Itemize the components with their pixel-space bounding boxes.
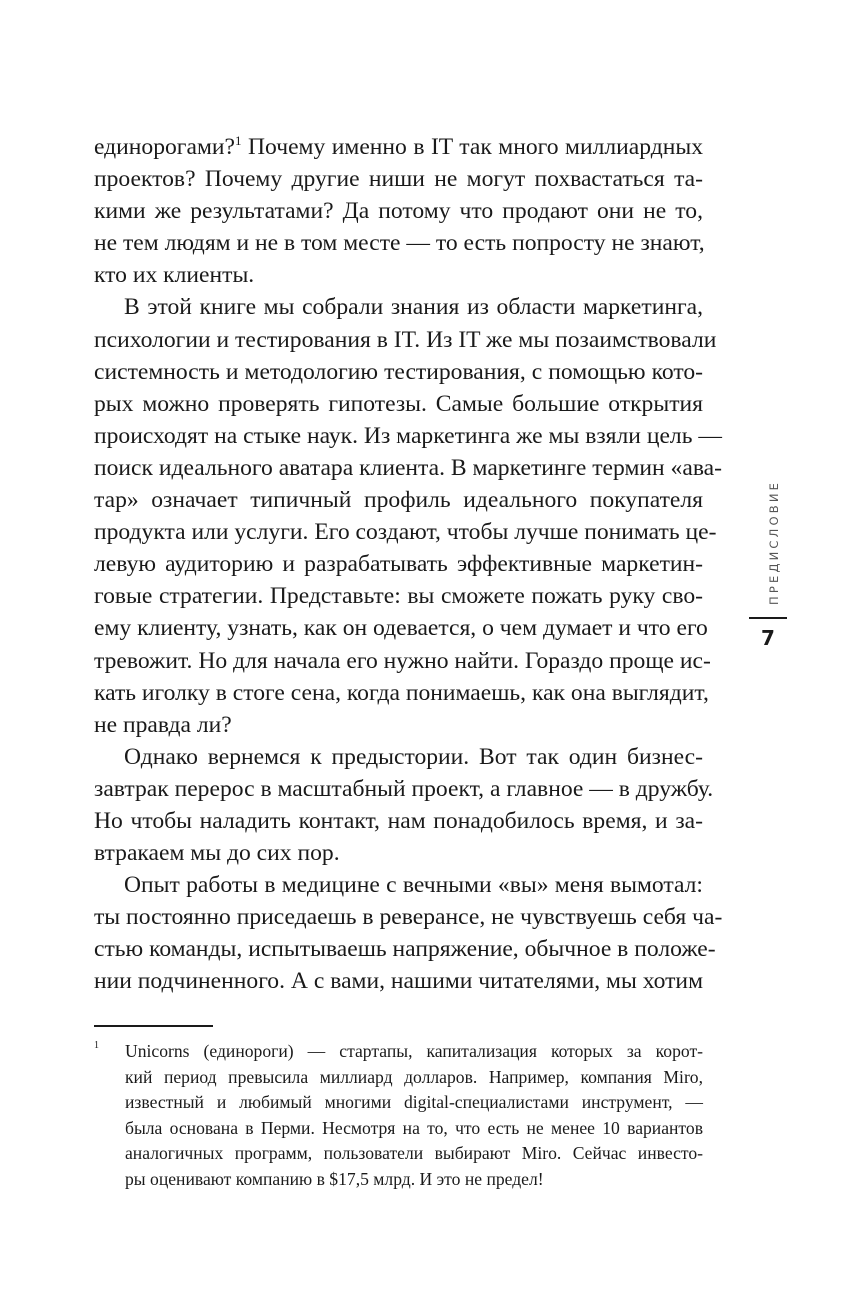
text-line: втракаем мы до сих пор. [94,840,340,867]
text-line: кто их клиенты. [94,262,255,289]
text-line: ему клиенту, узнать, как он одевается, о чем думает и что его [94,615,708,642]
text-line: нии подчиненного. А с вами, нашими читателями, мы хотим [94,968,703,995]
text-line: Опыт работы в медицине с вечными «вы» меня вымотал: [124,872,703,899]
paragraph [94,291,722,740]
text-line: левую аудиторию и разрабатывать эффективные маркетин- [94,551,703,578]
body-text [94,131,723,998]
footnote-reference[interactable]: 1 [235,133,242,148]
paragraph [94,869,723,997]
page-number: 7 [761,626,775,650]
text-line: не тем людям и не в том месте — то есть попросту не знают, [94,230,705,257]
folio-divider [749,617,787,619]
text-line: происходят на стыке наук. Из маркетинга же мы взяли цель — [94,422,722,449]
text-line: не правда ли? [94,711,232,738]
footnote-line: ры оценивают компанию в $17,5 млрд. И это не предел! [125,1168,544,1189]
footnote-line: кий период превысила миллиард долларов. Например, компания Miro, [125,1066,703,1087]
footnote-line: аналогичных программ, пользователи выбирают Miro. Сейчас инвесто- [125,1143,703,1164]
text-line: системность и методологию тестирования, с помощью кото- [94,358,703,385]
footnote-line: была основана в Перми. Несмотря на то, что есть не менее 10 вариантов [125,1117,703,1138]
footnote-line: известный и любимый многими digital-специалистами инструмент, — [125,1092,703,1113]
footnote-text [125,1039,703,1193]
text-line: кать иголку в стоге сена, когда понимаешь, как она выглядит, [94,679,709,706]
footnote [94,1039,703,1193]
text-line: говые стратегии. Представьте: вы сможете пожать руку сво- [94,583,703,610]
text-line: психологии и тестирования в IT. Из IT же мы позаимствовали [94,326,717,353]
text-line: тар» означает типичный профиль идеального покупателя [94,487,703,514]
text-line: стью команды, испытываешь напряжение, обычное в положе- [94,936,716,963]
text-line: поиск идеального аватара клиента. В маркетинге термин «ава- [94,454,722,481]
text-line: Однако вернемся к предыстории. Вот так один бизнес- [124,743,703,770]
text-line: Но чтобы наладить контакт, нам понадобилось время, и за- [94,807,703,834]
footnote-marker: 1 [94,1040,99,1051]
footnote-divider [94,1025,213,1027]
paragraph [94,741,714,869]
footnote-line: Unicorns (единороги) — стартапы, капитализация которых за корот- [125,1041,703,1061]
text-line: рых можно проверять гипотезы. Самые большие открытия [94,390,703,417]
text-line: ты постоянно приседаешь в реверансе, не чувствуешь себя ча- [94,904,723,931]
text-line: тревожит. Но для начала его нужно найти. Гораздо проще ис- [94,647,711,674]
text-line: проектов? Почему другие ниши не могут похвастаться та- [94,166,703,193]
text-line: продукта или услуги. Его создают, чтобы лучше понимать це- [94,519,717,546]
text-line: В этой книге мы собрали знания из области маркетинга, [124,294,703,321]
paragraph [94,131,703,291]
text-line: кими же результатами? Да потому что продают они не то, [94,198,703,225]
text-line: единорогами?$^1$ Почему именно в IT так много миллиардных [94,133,703,160]
running-head: ПРЕДИСЛОВИЕ [767,479,781,605]
text-line: завтрак перерос в масштабный проект, а главное — в дружбу. [94,775,714,802]
